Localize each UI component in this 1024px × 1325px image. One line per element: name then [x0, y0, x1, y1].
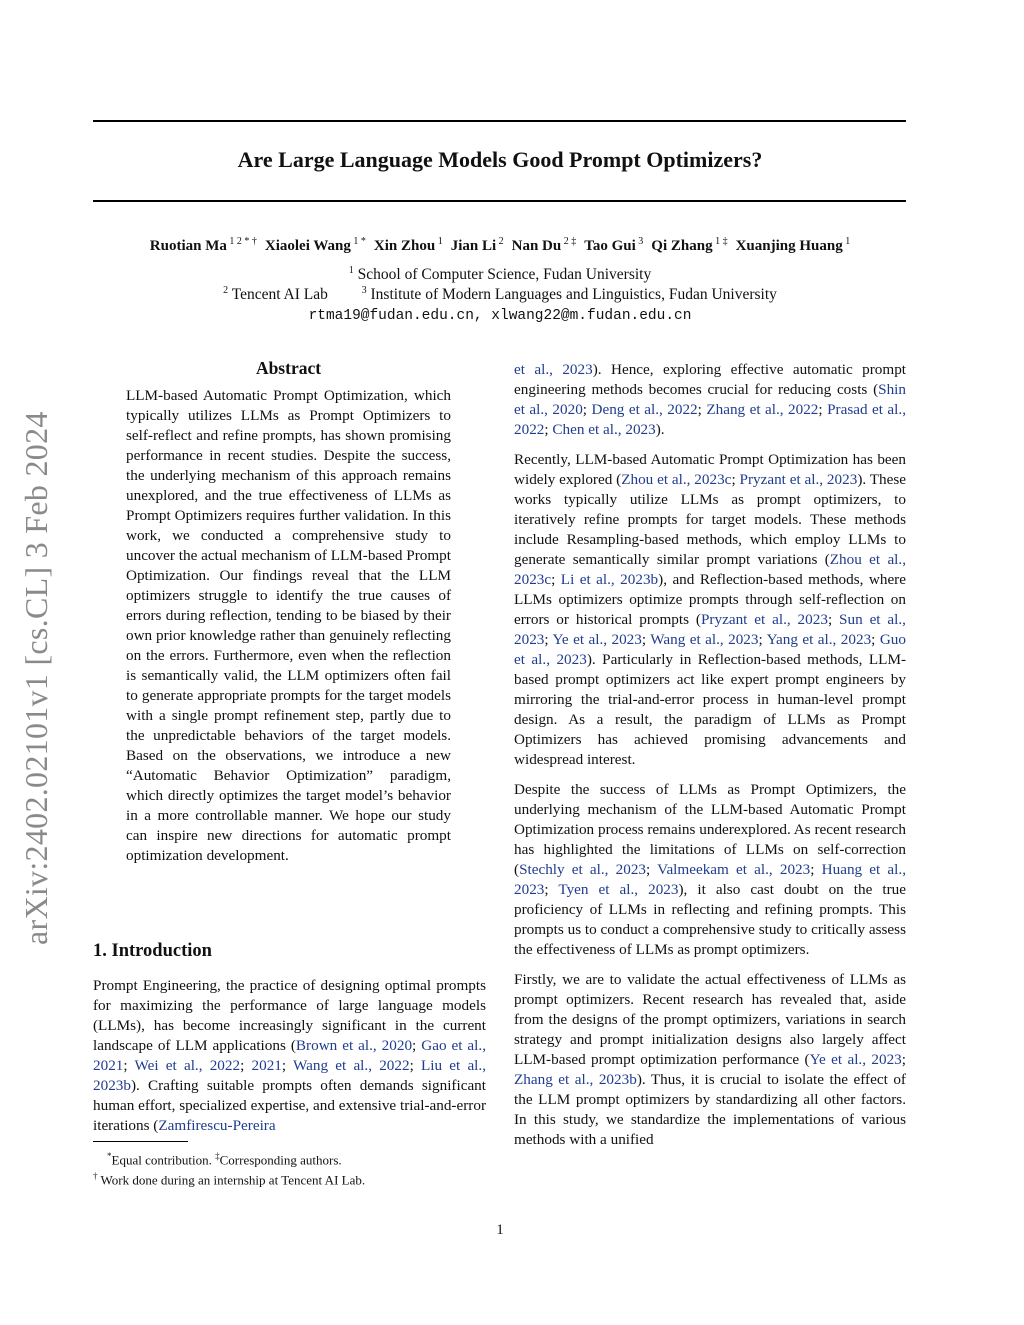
citation-link[interactable]: Ye et al., 2023: [552, 631, 642, 648]
section-heading-introduction: 1. Introduction: [93, 941, 212, 961]
paragraph-text: ). Crafting suitable prompts often demands significant human effort, specialized expertise, and extensive trial-and-error iterations (: [93, 1077, 486, 1134]
affiliation-mark: 2: [223, 285, 229, 296]
paragraph-text: ;: [901, 1051, 907, 1068]
paper-title: Are Large Language Models Good Prompt Optimizers?: [237, 147, 763, 172]
paragraph-text: Recently, LLM-based Automatic Prompt Optimization has been widely explored (: [514, 451, 906, 488]
paragraph-text: Prompt Engineering, the practice of designing optimal prompts for maximizing the performance of large language models (LLMs), has become increasingly significant in the current landscape of LLM applications (: [93, 977, 486, 1054]
paragraph-text: ;: [281, 1057, 294, 1074]
paragraph-text: ). These works typically utilize LLMs as prompt optimizers, to iteratively refine prompts for target models. These methods include Resampling-based methods, which employ LLMs to generate semantically similar prompt variations (: [514, 471, 906, 568]
paragraph-text: ;: [409, 1057, 421, 1074]
citation-link[interactable]: Ye et al., 2023: [809, 1051, 902, 1068]
affiliation-fudan-linguistics: Institute of Modern Languages and Linguistics, Fudan University: [370, 286, 777, 304]
citation-link[interactable]: Zamfirescu-Pereira: [158, 1117, 276, 1134]
citation-link[interactable]: Guo et al., 2023: [514, 631, 906, 668]
citation-link[interactable]: Pryzant et al., 2023: [739, 471, 858, 488]
abstract-text: LLM-based Automatic Prompt Optimization, which typically utilizes LLMs as Prompt Optimizers to self-reflect and refine prompts, has shown promising performance in recent studies. Despite the success, the underlying mechanism of this approach remains unexplored, and the true effectiveness of LLMs as Prompt Optimizers requires further validation. In this work, we conducted a comprehensive study to uncover the actual mechanism of LLM-based Prompt Optimization. Our findings reveal that the LLM optimizers struggle to identify the true causes of errors during reflection, tending to be biased by their own prior knowledge rather than genuinely reflecting on the errors. Furthermore, even when the reflection is semantically valid, the LLM optimizers often fail to generate appropriate prompts for the target models with a single prompt refinement step, partly due to the unpredictable behaviors of the target models. Based on the observations, we introduce a new “Automatic Behavior Optimization” paradigm, which directly optimizes the target model’s behavior in a more controllable manner. We hope our study can inspire new directions for automatic prompt optimization development.: [126, 387, 451, 864]
citation-link[interactable]: Shin et al., 2020: [514, 381, 906, 418]
citation-link[interactable]: Brown et al., 2020: [295, 1037, 413, 1054]
citation-link[interactable]: Tyen et al., 2023: [558, 881, 679, 898]
author-affiliation-marks: 1 ‡: [712, 236, 728, 247]
paragraph-text: ). Hence, exploring effective automatic prompt engineering methods becomes crucial for reducing costs (: [514, 361, 907, 398]
emails-line: [0, 306, 1000, 324]
body-paragraph: [514, 450, 906, 770]
paragraph-text: ;: [412, 1037, 422, 1054]
citation-link[interactable]: Zhou et al., 2023c: [621, 471, 732, 488]
paragraph-text: ;: [544, 881, 559, 898]
citation-link[interactable]: Deng et al., 2022: [591, 401, 698, 418]
author-name: Xin Zhou $^1$: [373, 236, 443, 254]
paragraph-text: ;: [697, 401, 707, 418]
author-name: Xiaolei Wang $^{1 *}$: [264, 236, 366, 254]
paragraph-text: ;: [551, 571, 561, 588]
paragraph-text: ;: [582, 401, 592, 418]
arxiv-stamp: arXiv:2402.02101v1 [cs.CL] 3 Feb 2024: [18, 411, 54, 945]
citation-link[interactable]: Chen et al., 2023: [552, 421, 656, 438]
citation-link[interactable]: Wei et al., 2022: [134, 1057, 241, 1074]
affiliation-tencent: Tencent AI Lab: [231, 286, 328, 304]
citation-link[interactable]: Pryzant et al., 2023: [700, 611, 828, 628]
top-rule: [93, 120, 906, 122]
body-paragraph: [514, 360, 906, 440]
paragraph-text: ;: [646, 861, 658, 878]
citation-link[interactable]: Wang et al., 2022: [293, 1057, 410, 1074]
author-affiliation-marks: 3: [635, 236, 644, 247]
author-affiliation-marks: 2 ‡: [561, 236, 577, 247]
author-affiliation-marks: 1: [435, 236, 443, 247]
affiliation-line-1: [0, 265, 1000, 284]
abstract-heading: Abstract: [255, 358, 322, 378]
paragraph-text: ;: [544, 631, 553, 648]
author-list: [0, 236, 1000, 255]
paragraph-text: ;: [827, 611, 840, 628]
footnote-equal-contribution: *Equal contribution. ‡Corresponding authors.: [107, 1151, 342, 1168]
paragraph-text: ;: [810, 861, 822, 878]
citation-link[interactable]: Wang et al., 2023: [650, 631, 759, 648]
paragraph-text: ;: [240, 1057, 252, 1074]
paragraph-text: ), and Reflection-based methods, where LLMs optimizers optimize prompts through self-reflection on errors or historical prompts (: [514, 571, 906, 628]
affiliation-mark: 1: [348, 265, 354, 276]
citation-link[interactable]: Stechly et al., 2023: [519, 861, 647, 878]
citation-link[interactable]: Gao et al., 2021: [93, 1037, 486, 1074]
right-column: [514, 360, 906, 1160]
footnote-internship: † Work done during an internship at Tencent AI Lab.: [93, 1171, 366, 1188]
body-paragraph: [514, 780, 906, 960]
citation-link[interactable]: Huang et al., 2023: [514, 861, 906, 898]
affiliation-fudan-cs: School of Computer Science, Fudan University: [357, 266, 652, 284]
author-name: Nan Du $^{2 \ddagger}$: [511, 236, 577, 254]
footnotes: [93, 1148, 513, 1189]
paragraph-text: ;: [731, 471, 740, 488]
paragraph-text: ;: [641, 631, 651, 648]
paragraph-text: ). Thus, it is crucial to isolate the effect of the LLM prompt optimizers by standardizing all other factors. In this study, we standardize the implementations of various methods with a unified: [514, 1071, 906, 1148]
author-name: Ruotian Ma $^{1 2 * \dagger}$: [149, 236, 257, 254]
paragraph-text: Despite the success of LLMs as Prompt Optimizers, the underlying mechanism of the LLM-based Automatic Prompt Optimization process remains underexplored. As recent research has highlighted the limitations of LLMs on self-correction (: [514, 781, 906, 878]
paragraph-text: ;: [544, 421, 553, 438]
page-number: 1: [496, 1222, 504, 1238]
author-name: Qi Zhang $^{1 \ddagger}$: [651, 236, 728, 254]
paragraph-text: ), it also cast doubt on the true proficiency of LLMs in reflecting and refining prompts. This prompts us to conduct a comprehensive study to critically assess the effectiveness of LLMs as prompt optimizers.: [514, 881, 906, 958]
author-name: Tao Gui $^3$: [584, 236, 644, 254]
author-affiliation-marks: 2: [496, 236, 504, 247]
author-name: Jian Li $^2$: [450, 236, 504, 254]
affiliation-mark: 3: [361, 285, 367, 296]
author-affiliation-marks: 1 2 * †: [226, 236, 257, 247]
footnote-rule: [93, 1141, 188, 1142]
citation-link[interactable]: Sun et al., 2023: [514, 611, 906, 648]
paragraph-text: Firstly, we are to validate the actual effectiveness of LLMs as prompt optimizers. Recent research has revealed that, aside from the designs of the prompt optimizers, variations in search strategy and prompt initialization designs also largely affect LLM-based prompt optimization performance (: [514, 971, 906, 1068]
citation-link[interactable]: Zhou et al., 2023c: [514, 551, 906, 588]
title-bottom-rule: [93, 200, 906, 202]
author-name: Xuanjing Huang $^1$: [735, 236, 851, 254]
affiliation-line-2: [0, 285, 1000, 304]
paragraph-text: ;: [758, 631, 767, 648]
citation-link[interactable]: Yang et al., 2023: [766, 631, 872, 648]
citation-link[interactable]: 2021: [251, 1057, 282, 1074]
citation-link[interactable]: Zhang et al., 2023b: [514, 1071, 637, 1088]
paragraph-text: ).: [655, 421, 665, 438]
intro-paragraph: [93, 976, 486, 1136]
author-affiliation-marks: 1: [842, 236, 851, 247]
body-paragraph: [514, 970, 906, 1150]
citation-link[interactable]: Valmeekam et al., 2023: [657, 861, 811, 878]
citation-link[interactable]: Zhang et al., 2022: [706, 401, 819, 418]
citation-link[interactable]: Li et al., 2023b: [560, 571, 659, 588]
paragraph-text: ;: [818, 401, 828, 418]
citation-link[interactable]: Prasad et al., 2022: [514, 401, 906, 438]
paragraph-text: ;: [123, 1057, 135, 1074]
author-emails: rtma19@fudan.edu.cn, xlwang22@m.fudan.edu.cn: [308, 308, 692, 324]
paragraph-text: ). Particularly in Reflection-based methods, LLM-based prompt optimizers act like expert prompt engineers by mirroring the trial-and-error process in human-level prompt design. As a result, the paradigm of LLMs as Prompt Optimizers has achieved promising advancements and widespread interest.: [514, 651, 906, 768]
citation-link[interactable]: et al., 2023: [514, 361, 593, 378]
citation-link[interactable]: Liu et al., 2023b: [93, 1057, 486, 1094]
paragraph-text: ;: [871, 631, 880, 648]
author-affiliation-marks: 1 *: [350, 236, 366, 247]
